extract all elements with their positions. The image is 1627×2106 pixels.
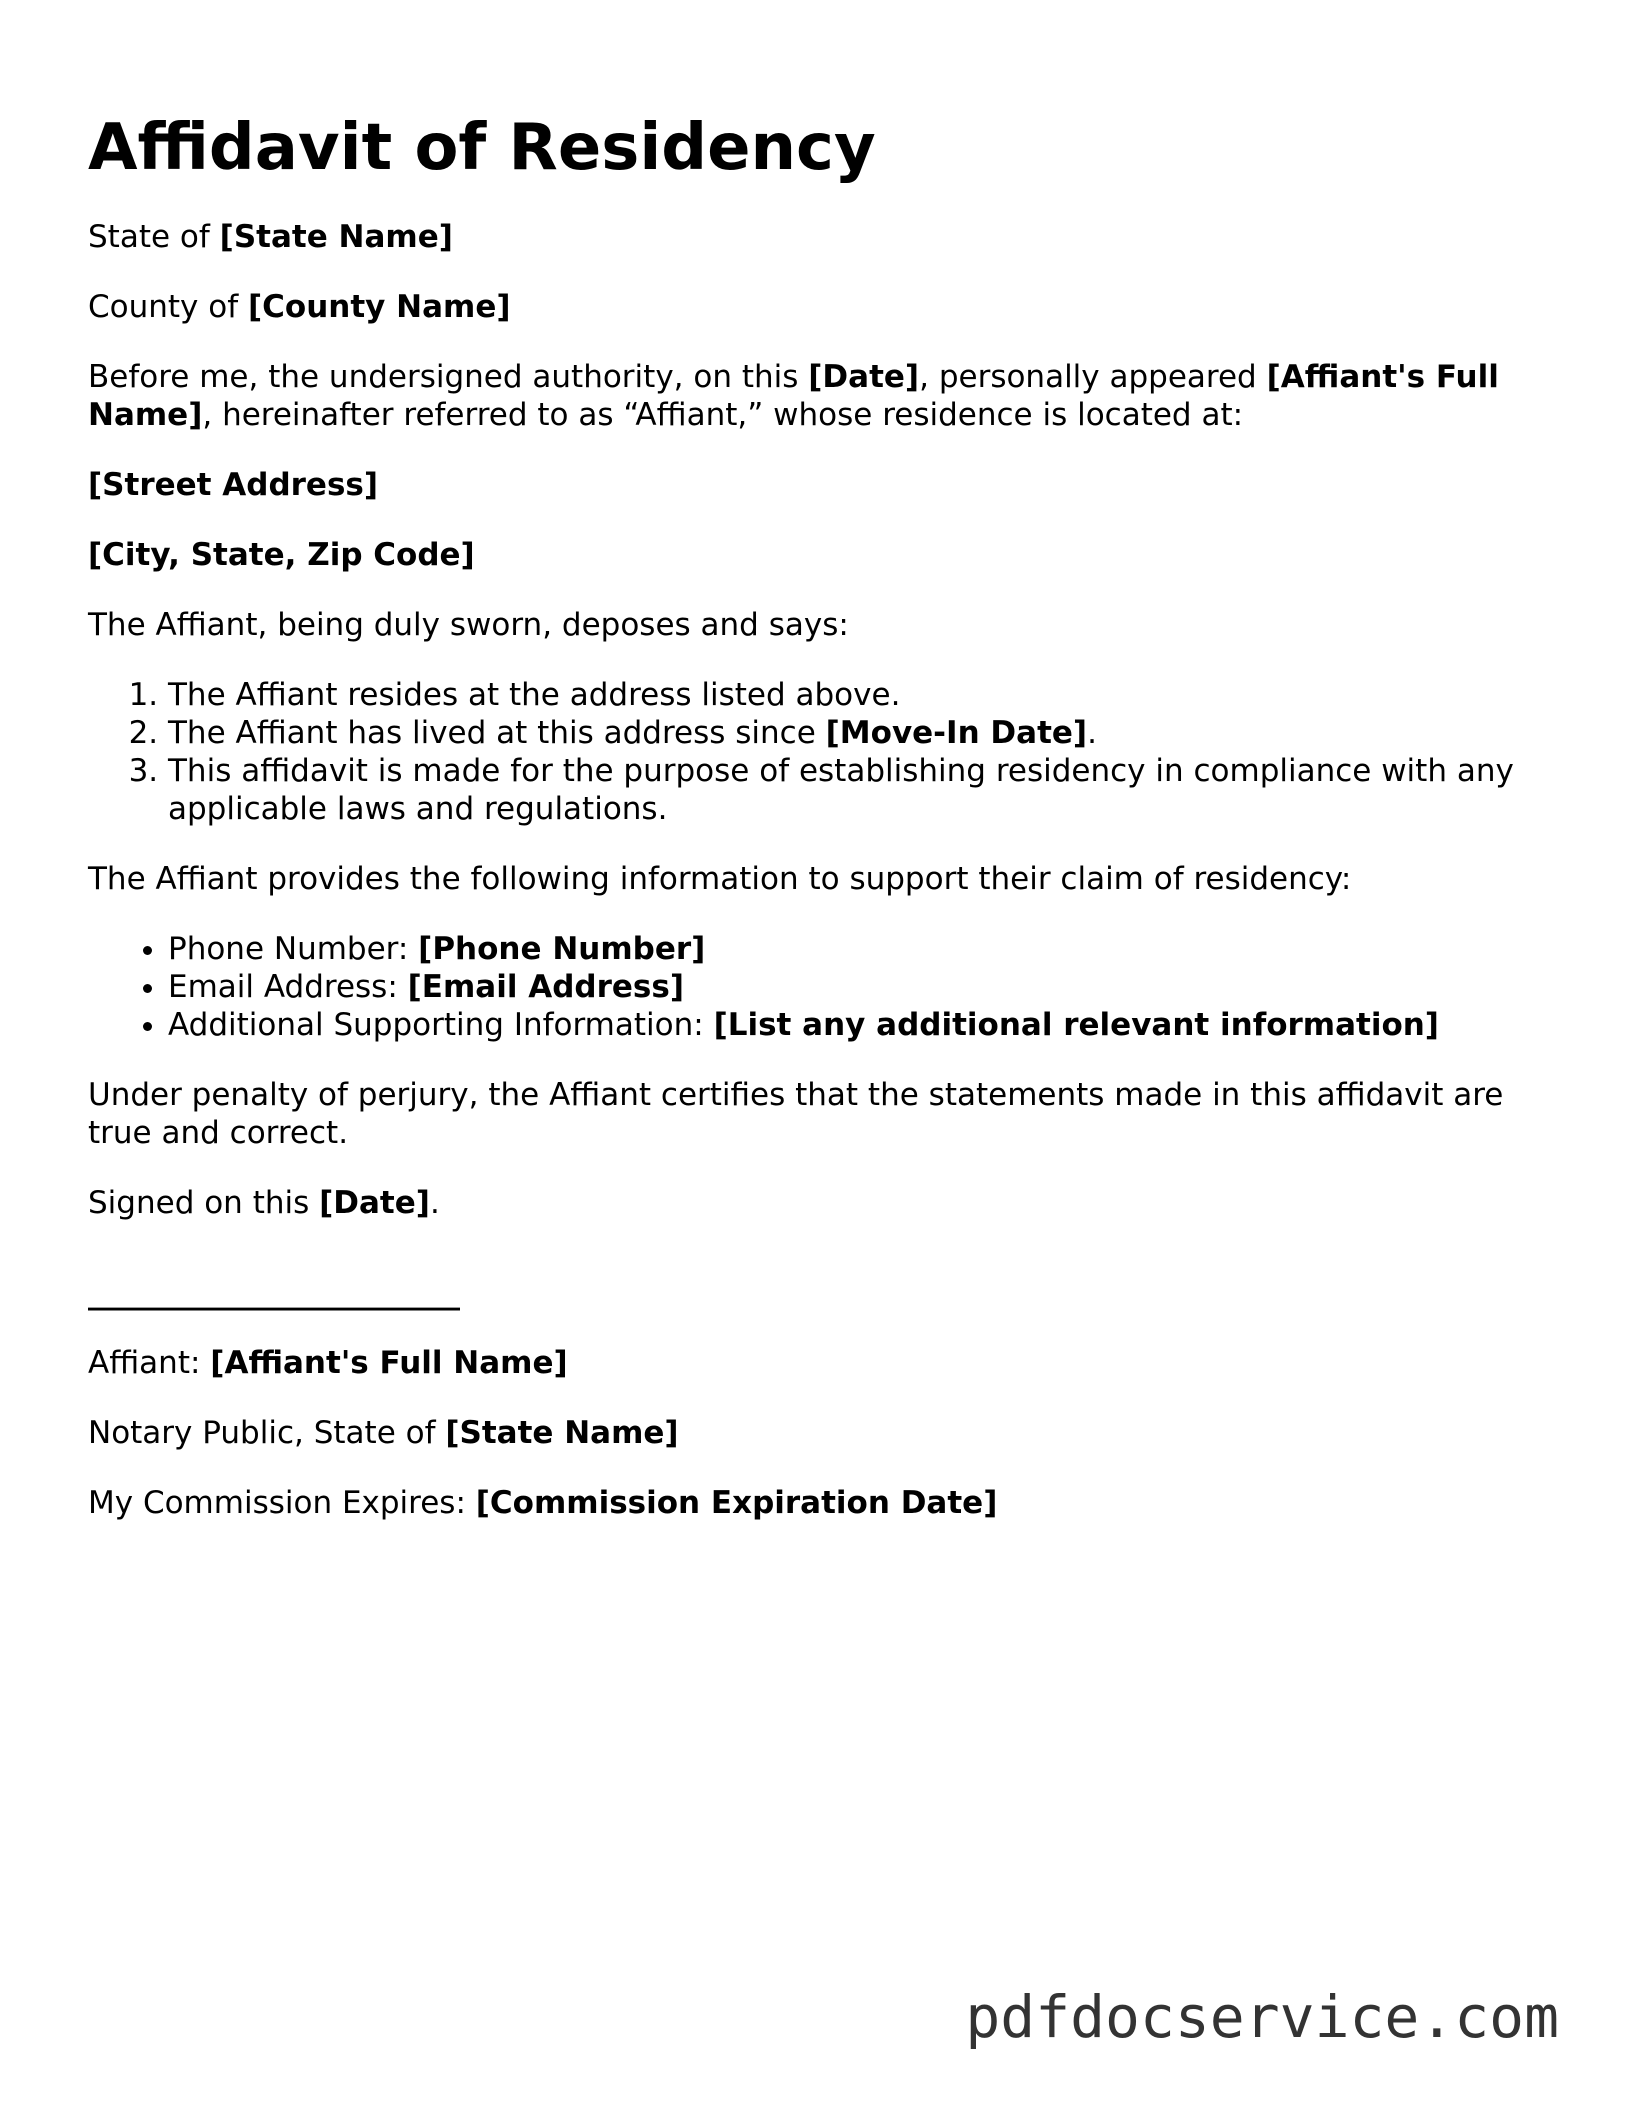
state-label: State of xyxy=(88,219,220,255)
commission-date-placeholder: [Commission Expiration Date] xyxy=(475,1485,998,1521)
street-address-placeholder: [Street Address] xyxy=(88,467,379,503)
affiant-line xyxy=(88,1344,1548,1382)
commission-line xyxy=(88,1484,1548,1522)
document-page xyxy=(88,108,1548,1554)
intro-text-2: , personally appeared xyxy=(919,359,1267,395)
signed-line xyxy=(88,1184,1548,1222)
intro-paragraph xyxy=(88,358,1548,434)
email-placeholder: [Email Address] xyxy=(407,969,684,1005)
notary-label: Notary Public, State of xyxy=(88,1415,446,1451)
state-placeholder: [State Name] xyxy=(219,219,453,255)
additional-placeholder: [List any additional relevant information] xyxy=(713,1007,1439,1043)
support-list xyxy=(88,930,1548,1044)
statement-item-2 xyxy=(168,714,1548,752)
watermark: pdfdocservice.com xyxy=(965,1983,1559,2051)
notary-line xyxy=(88,1414,1548,1452)
sworn-statement: The Affiant, being duly sworn, deposes and says: xyxy=(88,607,849,643)
support-additional xyxy=(168,1006,1548,1044)
intro-date-placeholder: [Date] xyxy=(808,359,920,395)
commission-label: My Commission Expires: xyxy=(88,1485,476,1521)
additional-label: Additional Supporting Information: xyxy=(168,1007,714,1043)
county-label: County of xyxy=(88,289,248,325)
county-placeholder: [County Name] xyxy=(248,289,511,325)
support-phone xyxy=(168,930,1548,968)
intro-text-1: Before me, the undersigned authority, on this xyxy=(88,359,809,395)
statement-2-period: . xyxy=(1087,715,1097,751)
county-line xyxy=(88,288,1548,326)
statement-2-text: The Affiant has lived at this address since xyxy=(168,715,826,751)
signed-period: . xyxy=(429,1185,440,1221)
street-address-line xyxy=(88,466,1548,504)
city-state-zip-line xyxy=(88,536,1548,574)
signed-date-placeholder: [Date] xyxy=(319,1185,430,1221)
intro-text-3: , hereinafter referred to as “Affiant,” whose residence is located at: xyxy=(202,397,1244,433)
document-title: Affidavit of Residency xyxy=(88,111,876,185)
affiant-name-placeholder: [Affiant's Full Name] xyxy=(210,1345,568,1381)
perjury-statement: Under penalty of perjury, the Affiant certifies that the statements made in this affidavit are true and correct. xyxy=(88,1077,1504,1151)
affiant-label: Affiant: xyxy=(88,1345,211,1381)
state-line xyxy=(88,218,1548,256)
statements-list xyxy=(88,676,1548,828)
statement-item-3: 3. This affidavit is made for the purpose of establishing residency in compliance with any applicable laws and regulations. xyxy=(168,752,1548,828)
phone-label: Phone Number: xyxy=(168,931,419,967)
intro-name-placeholder: [Affiant's Full Name] xyxy=(88,359,1499,433)
city-state-zip-placeholder: [City, State, Zip Code] xyxy=(88,537,475,573)
signature-line: ________________________ xyxy=(88,1275,460,1311)
statement-item-1: 1. The Affiant resides at the address listed above. xyxy=(168,676,1548,714)
notary-state-placeholder: [State Name] xyxy=(445,1415,679,1451)
phone-placeholder: [Phone Number] xyxy=(418,931,706,967)
signed-label: Signed on this xyxy=(88,1185,320,1221)
support-intro: The Affiant provides the following information to support their claim of residency: xyxy=(88,861,1352,897)
move-in-date-placeholder: [Move-In Date] xyxy=(825,715,1088,751)
email-label: Email Address: xyxy=(168,969,408,1005)
support-email xyxy=(168,968,1548,1006)
